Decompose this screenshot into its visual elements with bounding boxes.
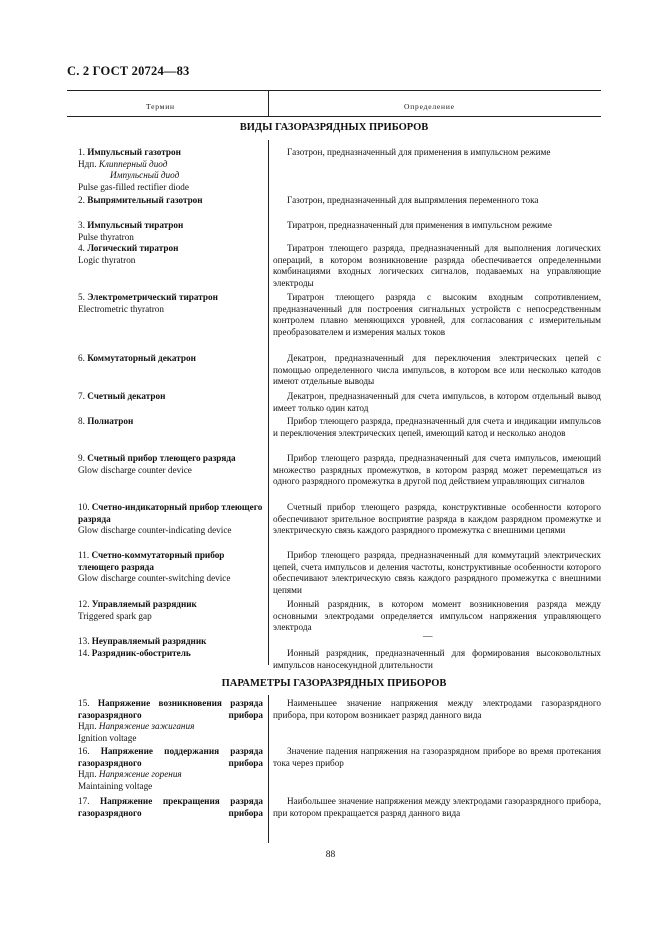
term-number: 4.	[78, 243, 85, 253]
term-name: Счетно-коммутаторный прибор тлеющего разряда	[78, 550, 225, 572]
term-entry-4	[67, 243, 263, 266]
section-title-device-types: ВИДЫ ГАЗОРАЗРЯДНЫХ ПРИБОРОВ	[239, 122, 429, 133]
term-name: Управляемый разрядник	[91, 599, 197, 609]
definition-17: Наибольшее значение напряжения между электродами газоразрядного прибора, при котором прекращается разряд данного вида	[273, 796, 601, 818]
term-name: Полиатрон	[87, 416, 134, 426]
column-header-definition: Определение	[404, 102, 455, 111]
definition-11: Прибор тлеющего разряда, предназначенный для коммутаций электрических цепей, счета импульсов и деления частоты, конструктивные особенности которого обеспечивают электрическую связь каждого разрядного промежутка с внешними цепями	[273, 550, 601, 595]
synonym: Клипперный диод	[98, 158, 168, 169]
term-entry-6	[67, 353, 263, 365]
term-name: Логический тиратрон	[87, 243, 179, 253]
definition-13: —	[423, 632, 433, 642]
definition-10: Счетный прибор тлеющего разряда, конструктивные особенности которого обеспечивают зрительное восприятие разряда в каждом разрядном промежутке и электрическую связь каждого разрядного промежутка с внешними цепями	[273, 502, 601, 535]
definition-1: Газотрон, предназначенный для применения в импульсном режиме	[287, 147, 551, 157]
column-divider-1	[268, 140, 269, 665]
term-entry-13	[67, 636, 263, 648]
term-entry-17	[67, 796, 263, 819]
term-name: Импульсный тиратрон	[87, 220, 184, 230]
table-top-rule	[67, 90, 601, 91]
term-number: 17.	[78, 796, 90, 806]
definition-8: Прибор тлеющего разряда, предназначенный для счета и индикации импульсов и переключения электрических цепей, имеющий катод и несколько анодов	[273, 416, 601, 438]
column-divider-2	[268, 695, 269, 843]
term-entry-5	[67, 292, 263, 315]
term-entry-16	[67, 746, 263, 792]
term-number: 3.	[78, 220, 85, 230]
term-name: Импульсный газотрон	[87, 147, 181, 157]
synonym: Напряжение зажигания	[98, 721, 195, 731]
column-header-rule	[67, 116, 601, 117]
synonym: Напряжение горения	[98, 769, 182, 779]
term-number: 14.	[78, 648, 90, 658]
term-number: 15.	[78, 698, 90, 708]
term-name: Выпрямительный газотрон	[87, 195, 203, 205]
term-entry-14	[67, 648, 263, 660]
term-number: 9.	[78, 453, 85, 463]
term-number: 13.	[78, 636, 90, 646]
term-number: 2.	[78, 195, 85, 205]
term-name: Счетно-индикаторный прибор тлеющего разряда	[78, 502, 263, 524]
term-name: Напряжение возникновения разряда газоразрядного прибора	[78, 698, 263, 720]
term-english: Logic thyratron	[78, 254, 136, 265]
term-name: Счетный прибор тлеющего разряда	[87, 453, 236, 463]
definition-9: Прибор тлеющего разряда, предназначенный для счета импульсов, имеющий множество разрядных промежутков, в котором разряд может перемещаться из одного разрядного промежутка в другой под действием управляющих сигналов	[273, 453, 601, 486]
definition-3: Тиратрон, предназначенный для применения в импульсном режиме	[287, 220, 552, 230]
definition-2: Газотрон, предназначенный для выпрямления переменного тока	[287, 195, 539, 205]
page-number: 88	[325, 850, 336, 860]
term-entry-10	[67, 502, 263, 537]
term-number: 6.	[78, 353, 85, 363]
term-entry-11	[67, 550, 263, 585]
column-header-divider	[268, 90, 269, 116]
definition-7: Декатрон, предназначенный для счета импульсов, в котором отдельный вывод имеет только один катод	[273, 391, 601, 413]
term-name: Разрядник-обостритель	[91, 648, 191, 658]
term-english: Glow discharge counter-indicating device	[78, 525, 232, 535]
column-header-term: Термин	[146, 102, 175, 111]
term-number: 11.	[78, 550, 90, 560]
definition-6: Декатрон, предназначенный для переключения электрических цепей с помощью определенного числа импульсов, в котором все или несколько катодов имеют отдельные выводы	[273, 353, 601, 386]
term-name: Напряжение прекращения разряда газоразрядного прибора	[78, 796, 263, 818]
term-english: Electrometric thyratron	[78, 303, 164, 314]
synonym-label: Ндп.	[78, 158, 97, 169]
term-english: Ignition voltage	[78, 732, 137, 743]
term-english: Maintaining voltage	[78, 780, 153, 791]
term-english: Pulse gas-filled rectifier diode	[78, 181, 189, 192]
term-number: 8.	[78, 416, 85, 426]
term-name: Счетный декатрон	[87, 391, 166, 401]
term-name: Неуправляемый разрядник	[91, 636, 207, 646]
term-number: 5.	[78, 292, 85, 302]
term-entry-15	[67, 698, 263, 744]
definition-14: Ионный разрядник, предназначенный для формирования высоковольтных импульсов наносекундной длительности	[273, 648, 601, 670]
term-number: 12.	[78, 599, 90, 609]
term-entry-12	[67, 599, 263, 622]
term-number: 1.	[78, 147, 85, 157]
term-entry-2	[67, 195, 263, 207]
term-entry-7	[67, 391, 263, 403]
term-number: 16.	[78, 746, 90, 756]
term-name: Напряжение поддержания разряда газоразрядного прибора	[78, 746, 263, 768]
term-english: Glow discharge counter-switching device	[78, 573, 231, 583]
page-header: С. 2 ГОСТ 20724—83	[67, 64, 190, 78]
term-entry-8	[67, 416, 263, 428]
definition-15: Наименьшее значение напряжения между электродами газоразрядного прибора, при котором возникает разряд данного вида	[273, 698, 601, 720]
definition-5: Тиратрон тлеющего разряда с высоким входным сопротивлением, предназначенный для построения сигнальных устройств с непосредственным контролем плавно меняющихся уровней, для согласования с измерительным преобразователем и измерения малых токов	[273, 292, 601, 337]
term-number: 10.	[78, 502, 90, 512]
term-entry-3	[67, 220, 263, 243]
synonym-label: Ндп.	[78, 721, 97, 731]
term-english: Glow discharge counter device	[78, 464, 192, 475]
term-entry-9	[67, 453, 263, 476]
term-entry-1	[67, 147, 263, 193]
term-english: Pulse thyratron	[78, 231, 134, 242]
term-name: Электрометрический тиратрон	[87, 292, 218, 302]
term-number: 7.	[78, 391, 85, 401]
definition-4: Тиратрон тлеющего разряда, предназначенный для выполнения логических операций, в котором возникновение разряда обеспечивается определенными комбинациями входных логических сигналов, подаваемых на управляющие электроды	[273, 243, 601, 288]
synonym: Импульсный диод	[110, 170, 180, 180]
definition-12: Ионный разрядник, в котором момент возникновения разряда между основными электродами определяется импульсом напряжения управляющего электрода	[273, 599, 601, 632]
term-english: Triggered spark gap	[78, 610, 152, 621]
section-title-parameters: ПАРАМЕТРЫ ГАЗОРАЗРЯДНЫХ ПРИБОРОВ	[221, 678, 447, 689]
synonym-label: Ндп.	[78, 769, 97, 779]
definition-16: Значение падения напряжения на газоразрядном приборе во время протекания тока через прибор	[273, 746, 601, 768]
term-name: Коммутаторный декатрон	[87, 353, 196, 363]
